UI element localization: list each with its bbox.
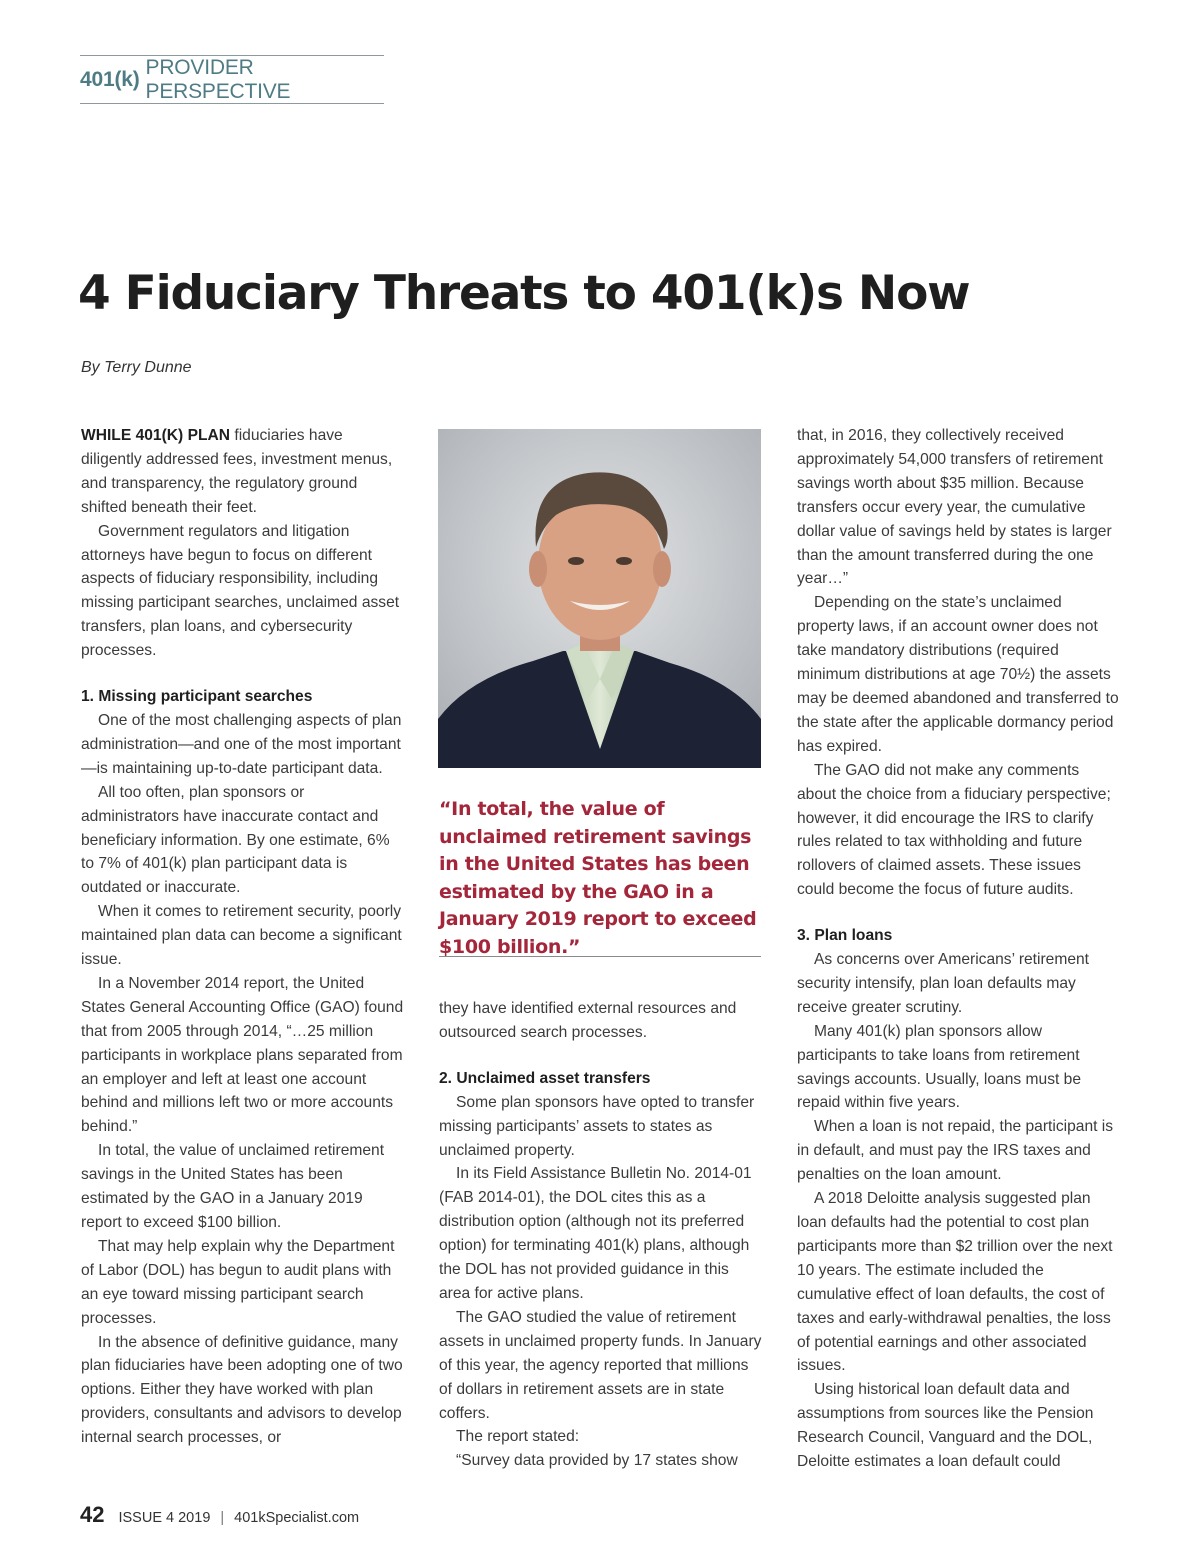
paragraph: Depending on the state’s unclaimed property laws, if an account owner does not take mandatory distributions (required minimum distributions at age 70½) the assets may be deemed abandoned and transferred to the state after the applicable dormancy period has expired.: [797, 594, 1119, 755]
section-label: PROVIDER PERSPECTIVE: [145, 55, 291, 103]
footer-divider: |: [220, 1510, 225, 1526]
paragraph: Many 401(k) plan sponsors allow participants to take loans from retirement savings accounts. Usually, loans must be repaid within five years.: [797, 1022, 1081, 1112]
lead-text: fiduciaries have diligently addressed fees, investment menus, and transparency, the regulatory ground shifted beneath their feet.: [81, 427, 393, 516]
subhead-unclaimed-asset-transfers: 2. Unclaimed asset transfers: [439, 1069, 651, 1087]
column-3: [797, 424, 1121, 1474]
section-header: [80, 55, 384, 104]
paragraph: Government regulators and litigation attorneys have begun to focus on different aspects of fiduciary responsibility, including missing participant searches, unclaimed asset transfers, plan loans, and cybersecurity processes.: [81, 522, 400, 660]
website-link[interactable]: 401kSpecialist.com: [234, 1510, 360, 1526]
subhead-plan-loans: 3. Plan loans: [797, 927, 893, 945]
paragraph: All too often, plan sponsors or administrators have inaccurate contact and beneficiary information. By one estimate, 6% to 7% of 401(k) plan participant data is outdated or inaccurate.: [81, 783, 390, 897]
column-2: [439, 997, 763, 1473]
page-number: 42: [80, 1502, 105, 1527]
paragraph: that, in 2016, they collectively received approximately 54,000 transfers of retirement savings worth about $35 million. Because transfers occur every year, the cumulative dollar value of savings held by states is larger than the amount transferred during the one year…”: [797, 427, 1112, 588]
paragraph: A 2018 Deloitte analysis suggested plan loan defaults had the potential to cost plan participants more than $2 trillion over the next 10 years. The estimate included the cumulative effect of loan defaults, the cost of taxes and early-withdrawal penalties, the loss of potential earnings and other associated issues.: [797, 1190, 1113, 1375]
pull-quote-divider: [439, 956, 761, 957]
article-title: 4 Fiduciary Threats to 401(k)s Now: [78, 266, 970, 321]
paragraph: One of the most challenging aspects of plan administration—and one of the most important—is maintaining up-to-date participant data.: [81, 711, 402, 777]
issue-label: ISSUE 4 2019: [118, 1510, 211, 1526]
paragraph: they have identified external resources and outsourced search processes.: [439, 1000, 737, 1041]
paragraph: The GAO studied the value of retirement assets in unclaimed property funds. In January of this year, the agency reported that millions of dollars in retirement assets are in state coffers.: [439, 1308, 762, 1422]
paragraph: As concerns over Americans’ retirement security intensify, plan loan defaults may receive greater scrutiny.: [797, 951, 1090, 1016]
paragraph: The report stated:: [456, 1428, 580, 1446]
paragraph: In its Field Assistance Bulletin No. 2014-01 (FAB 2014-01), the DOL cites this as a distribution option (although not its preferred option) for terminating 401(k) plans, although the DOL has not provided guidance in this area for active plans.: [439, 1165, 752, 1302]
column-1: [81, 424, 405, 1450]
paragraph: That may help explain why the Department of Labor (DOL) has begun to audit plans with an eye toward missing participant search processes.: [81, 1237, 395, 1327]
paragraph: When it comes to retirement security, poorly maintained plan data can become a significant issue.: [81, 903, 402, 969]
paragraph: In the absence of definitive guidance, many plan fiduciaries have been adopting one of two options. Either they have worked with plan providers, consultants and advisors to develop internal search processes, or: [81, 1333, 403, 1447]
paragraph: Using historical loan default data and assumptions from sources like the Pension Research Council, Vanguard and the DOL, Deloitte estimates a loan default could: [797, 1381, 1094, 1471]
author-portrait-image: [438, 429, 761, 768]
pull-quote: “In total, the value of unclaimed retirement savings in the United States has been estimated by the GAO in a January 2019 report to exceed $100 billion.”: [439, 798, 757, 958]
subhead-missing-participant-searches: 1. Missing participant searches: [81, 688, 313, 706]
paragraph: The GAO did not make any comments about the choice from a fiduciary perspective; however, it did encourage the IRS to clarify rules related to tax withholding and future rollovers of claimed assets. These issues could become the focus of future audits.: [797, 761, 1111, 899]
paragraph: When a loan is not repaid, the participant is in default, and must pay the IRS taxes and penalties on the loan amount.: [797, 1118, 1114, 1184]
section-label-bold: 401(k): [80, 67, 140, 91]
paragraph: Some plan sponsors have opted to transfer missing participants’ assets to states as unclaimed property.: [439, 1093, 755, 1159]
paragraph: “Survey data provided by 17 states show: [456, 1452, 738, 1470]
byline: By Terry Dunne: [81, 359, 192, 376]
page-footer: [80, 1502, 359, 1528]
lead-caps: WHILE 401(K) PLAN: [81, 427, 231, 444]
lead-paragraph: [81, 424, 405, 520]
paragraph: In a November 2014 report, the United States General Accounting Office (GAO) found that from 2005 through 2014, “…25 million participants in workplace plans separated from an employer and left at least one account behind and millions left two or more accounts behind.”: [81, 974, 404, 1136]
author-photo: [438, 429, 761, 768]
paragraph: In total, the value of unclaimed retirement savings in the United States has been estimated by the GAO in a January 2019 report to exceed $100 billion.: [81, 1142, 385, 1231]
